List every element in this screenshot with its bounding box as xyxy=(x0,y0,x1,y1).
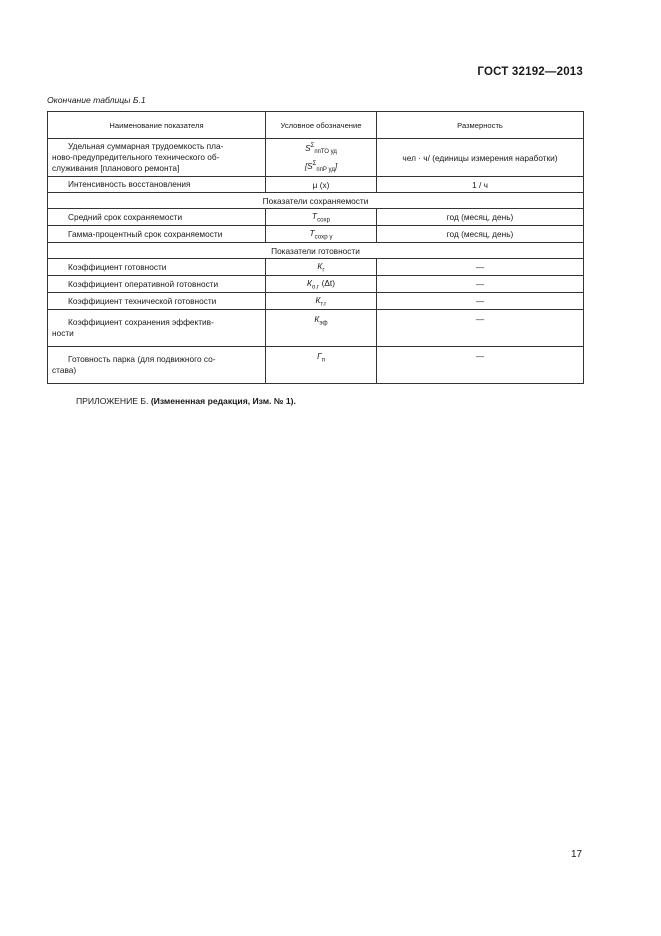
row-symbol: $Т_{сохр}$ xyxy=(266,209,377,226)
row-symbol: $S^\Sigma_{ппТО уд}$ $[S^\Sigma_{ппР уд}]$ xyxy=(266,139,377,177)
row-symbol: $Г_п$ xyxy=(266,347,377,384)
row-symbol: $К_{о.г}$ (Δt) xyxy=(266,276,377,293)
table-caption: Окончание таблицы Б.1 xyxy=(47,95,146,105)
row-name: Средний срок сохраняемости xyxy=(48,209,266,226)
row-unit: — xyxy=(377,347,584,384)
row-unit: — xyxy=(377,293,584,310)
page-number: 17 xyxy=(571,849,583,860)
row-name: Удельная суммарная трудоемкость пла- ново-предупредительного технического об- служивания [планового ремонта] xyxy=(48,139,266,177)
document-header: ГОСТ 32192—2013 xyxy=(477,66,583,78)
row-unit: — xyxy=(377,276,584,293)
row-unit: год (месяц, день) xyxy=(377,209,584,226)
row-unit: год (месяц, день) xyxy=(377,226,584,243)
table-row xyxy=(48,310,584,347)
row-name: Интенсивность восстановления xyxy=(48,177,266,193)
section-row-readiness xyxy=(48,243,584,259)
column-header-symbol: Условное обозначение xyxy=(266,112,377,139)
section-title: Показатели сохраняемости xyxy=(48,193,584,209)
row-name: Коэффициент сохранения эффектив- ности xyxy=(48,310,266,347)
row-symbol: μ (x) xyxy=(266,177,377,193)
row-name: Коэффициент оперативной готовности xyxy=(48,276,266,293)
row-symbol: $К_г$ xyxy=(266,259,377,276)
row-name: Коэффициент технической готовности xyxy=(48,293,266,310)
row-unit: чел · ч/ (единицы измерения наработки) xyxy=(377,139,584,177)
row-symbol: $К_{эф}$ xyxy=(266,310,377,347)
row-unit: — xyxy=(377,259,584,276)
table-row xyxy=(48,293,584,310)
section-title: Показатели готовности xyxy=(48,243,584,259)
table-row xyxy=(48,276,584,293)
table-row xyxy=(48,226,584,243)
section-row-storage xyxy=(48,193,584,209)
table-row xyxy=(48,347,584,384)
column-header-name: Наименование показателя xyxy=(48,112,266,139)
table-row xyxy=(48,139,584,177)
table-row xyxy=(48,259,584,276)
table-row xyxy=(48,209,584,226)
row-unit: 1 / ч xyxy=(377,177,584,193)
column-header-unit: Размерность xyxy=(377,112,584,139)
table-header-row xyxy=(48,112,584,139)
indicators-table xyxy=(47,111,584,384)
row-symbol: $Т_{сохр \gamma}$ xyxy=(266,226,377,243)
row-name: Гамма-процентный срок сохраняемости xyxy=(48,226,266,243)
table-row xyxy=(48,177,584,193)
row-symbol: $К_{т.г}$ xyxy=(266,293,377,310)
appendix-note: ПРИЛОЖЕНИЕ Б. (Измененная редакция, Изм. № 1). xyxy=(76,396,296,406)
row-name: Коэффициент готовности xyxy=(48,259,266,276)
row-unit: — xyxy=(377,310,584,347)
row-name: Готовность парка (для подвижного со- става) xyxy=(48,347,266,384)
